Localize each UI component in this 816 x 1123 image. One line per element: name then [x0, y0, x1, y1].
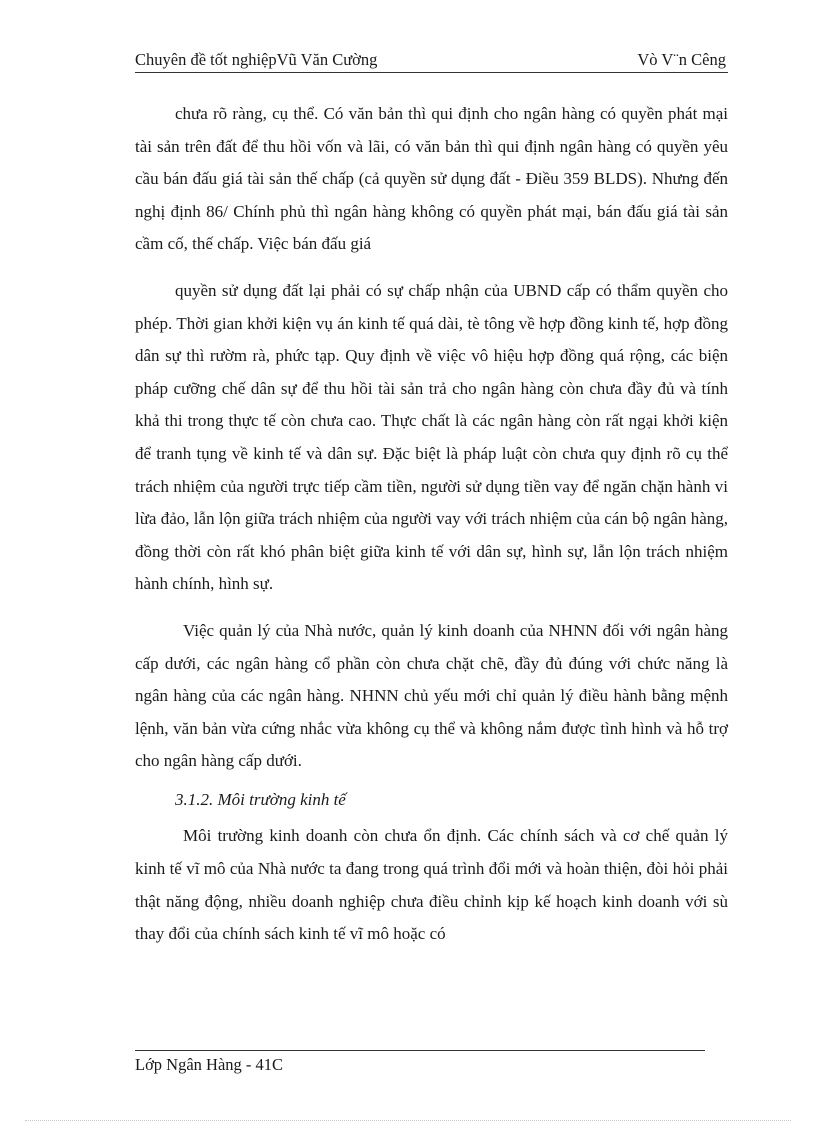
paragraph-gap: [135, 601, 728, 615]
header-author: Vò V¨n Cêng: [637, 50, 726, 69]
section-heading: 3.1.2. Môi trường kinh tế: [175, 789, 346, 809]
page-footer: Lớp Ngân Hàng - 41C: [135, 1055, 284, 1074]
paragraph: Môi trường kinh doanh còn chưa ổn định. Các chính sách và cơ chế quản lý kinh tế vĩ mô của Nhà nước ta đang trong quá trình đổi mới và hoàn thiện, đòi hỏi phải thật năng động, nhiều doanh nghiệp chưa điều chỉnh kịp kế hoạch kinh doanh với sù thay đổi của chính sách kinh tế vĩ mô hoặc có: [135, 826, 728, 944]
header-title: Chuyên đề tốt nghiệpVũ Văn Cường: [135, 50, 378, 69]
paragraph: chưa rõ ràng, cụ thể. Có văn bản thì qui định cho ngân hàng có quyền phát mại tài sản trên đất để thu hồi vốn và lãi, có văn bản thì qui định ngân hàng có quyền yêu cầu bán đấu giá tài sản thế chấp (cả quyền sử dụng đất - Điều 359 BLDS). Nhưng đến nghị định 86/ Chính phủ thì ngân hàng không có quyền phát mại, bán đấu giá tài sản cầm cố, thế chấp. Việc bán đấu giá: [135, 104, 728, 254]
paragraph: Việc quản lý của Nhà nước, quản lý kinh doanh của NHNN đối với ngân hàng cấp dưới, các ngân hàng cổ phần còn chưa chặt chẽ, đầy đủ đúng với chức năng là ngân hàng của các ngân hàng. NHNN chủ yếu mới chỉ quản lý điều hành bằng mệnh lệnh, văn bản vừa cứng nhắc vừa không cụ thể và không nắm được tình hình và hỗ trợ cho ngân hàng cấp dưới.: [135, 620, 728, 771]
page-bottom-border: [25, 1120, 791, 1121]
document-body: [135, 98, 728, 951]
footer-divider: [135, 1050, 705, 1051]
paragraph: quyền sử dụng đất lại phải có sự chấp nhận của UBND cấp có thẩm quyền cho phép. Thời gian khởi kiện vụ án kinh tế quá dài, tè tông về hợp đồng kinh tế, hợp đồng dân sự thì rườm rà, phức tạp. Quy định về việc vô hiệu hợp đồng quá rộng, các biện pháp cưỡng chế dân sự để thu hồi tài sản trả cho ngân hàng còn chưa đầy đủ và tính khả thi trong thực tế còn chưa cao. Thực chất là các ngân hàng còn rất ngại khởi kiện để tranh tụng về kinh tế và dân sự. Đặc biệt là pháp luật còn chưa quy định rõ cụ thể trách nhiệm của người trực tiếp cầm tiền, người sử dụng tiền vay để ngăn chặn hành vi lừa đảo, lẫn lộn giữa trách nhiệm của người vay với trách nhiệm của cán bộ ngân hàng, đồng thời còn rất khó phân biệt giữa kinh tế với dân sự, hình sự, lẫn lộn trách nhiệm hành chính, hình sự.: [135, 280, 728, 594]
page-header: [135, 50, 728, 73]
paragraph-gap: [135, 261, 728, 275]
